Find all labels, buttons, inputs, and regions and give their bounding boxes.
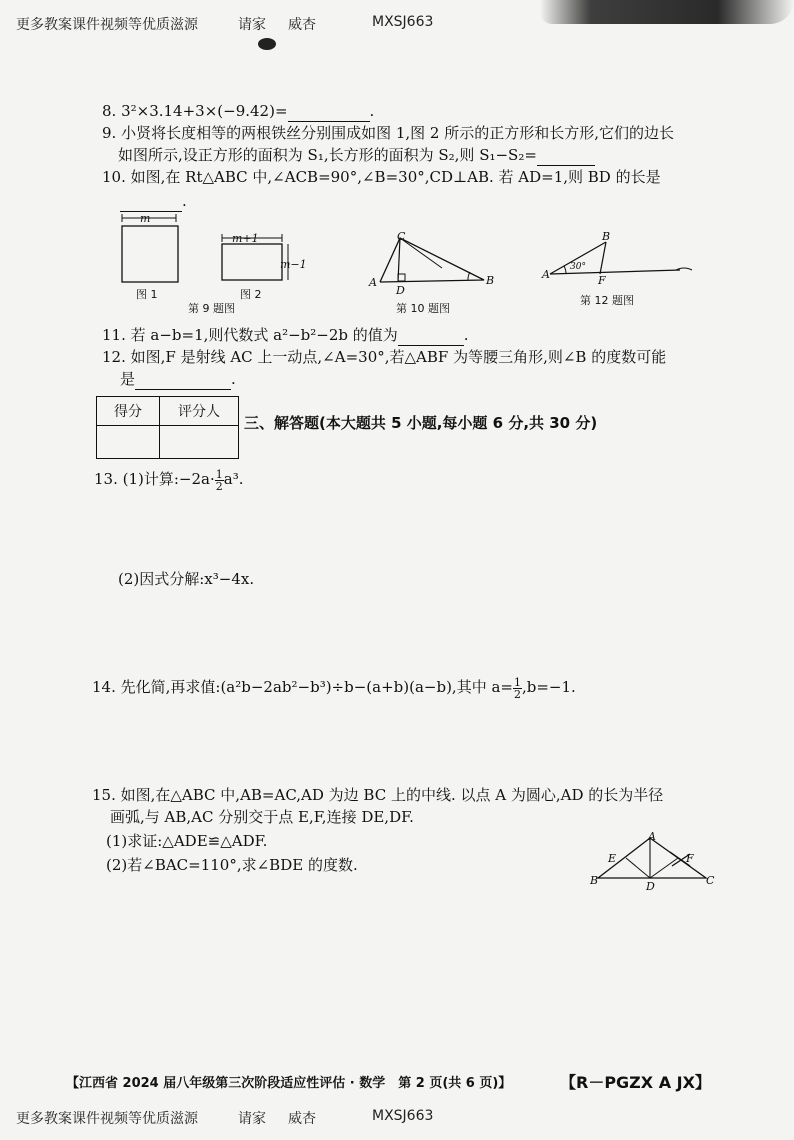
question-9-line2: 如图所示,设正方形的面积为 S₁,长方形的面积为 S₂,则 S₁−S₂= (118, 144, 595, 166)
fig12-label-a: A (542, 268, 550, 281)
question-12-line1: 12. 如图,F 是射线 AC 上一动点,∠A=30°,若△ABF 为等腰三角形,则∠B 的度数可能 (102, 348, 667, 366)
fig12-label-f: F (598, 274, 606, 287)
footer-promo: 更多教案课件视频等优质滋源 (16, 1111, 198, 1127)
fig15-label-b: B (590, 874, 599, 887)
footer-code: MXSJ663 (372, 1108, 434, 1124)
footer-name: 威杏 (288, 1111, 316, 1127)
question-15-line1: 15. 如图,在△ABC 中,AB=AC,AD 为边 BC 上的中线. 以点 A 为圆心,AD 的长为半径 (92, 786, 664, 804)
fig15-label-d: D (646, 880, 655, 893)
section-3-heading: 三、解答题(本大题共 5 小题,每小题 6 分,共 30 分) (244, 414, 598, 432)
score-cell[interactable] (97, 426, 160, 459)
q9-caption: 第 9 题图 (188, 302, 235, 315)
question-8: 8. 3²×3.14+3×(−9.42)= . (102, 102, 375, 120)
question-13-part1: 13. (1)计算:−2a· $\frac{1}{2}$ a³. (94, 467, 244, 493)
question-13-part2: (2)因式分解:x³−4x. (118, 570, 255, 588)
question-14: 14. 先化简,再求值:(a²b−2ab²−b³)÷b−(a+b)(a−b),其中 a= $\frac{1}{2}$ ,b=−1. (92, 675, 576, 701)
fig15-label-f: F (686, 852, 694, 865)
fraction-half: $\frac{1}{2}$ (215, 467, 223, 493)
fig1-caption: 图 1 (136, 288, 158, 301)
question-15-line2: 画弧,与 AB,AC 分别交于点 E,F,连接 DE,DF. (110, 808, 414, 826)
score-header: 得分 (97, 397, 160, 426)
question-15-part1: (1)求证:△ADE≌△ADF. (106, 832, 268, 850)
fraction-half: $\frac{1}{2}$ (513, 675, 521, 701)
header-name: 威杏 (288, 17, 316, 33)
answer-blank-12[interactable] (135, 389, 231, 390)
footer-paper-code: 【R－PGZX A JX】 (560, 1073, 711, 1092)
fig15-label-e: E (608, 852, 617, 865)
grader-header: 评分人 (160, 397, 239, 426)
fig10-label-a: A (369, 276, 377, 289)
question-12-line2: 是 . (120, 370, 236, 388)
fig10-label-d: D (396, 284, 405, 297)
scan-mark (258, 38, 276, 50)
fig10-label-b: B (486, 274, 495, 287)
footer-contact: 请家 (238, 1111, 266, 1127)
question-10-line1: 10. 如图,在 Rt△ABC 中,∠ACB=90°,∠B=30°,CD⊥AB. 若 AD=1,则 BD 的长是 (102, 168, 661, 186)
fig2-m-minus-1-label: m−1 (280, 258, 307, 271)
fig2-caption: 图 2 (240, 288, 262, 301)
q12-caption: 第 12 题图 (580, 294, 634, 307)
grader-cell[interactable] (160, 426, 239, 459)
question-15-part2: (2)若∠BAC=110°,求∠BDE 的度数. (106, 856, 358, 874)
figure-10-triangle (380, 238, 484, 282)
scan-smudge (540, 0, 794, 24)
header-contact: 请家 (238, 17, 266, 33)
fig15-label-a: A (648, 830, 656, 843)
fig15-label-c: C (706, 874, 715, 887)
figure-15-triangle (586, 830, 726, 894)
fig12-label-b: B (602, 230, 611, 243)
score-table (96, 396, 239, 459)
question-10-line2: . (120, 190, 187, 212)
fig10-label-c: C (397, 230, 406, 243)
q10-caption: 第 10 题图 (396, 302, 450, 315)
footer-exam-info: 【江西省 2024 届八年级第三次阶段适应性评估 · 数学 第 2 页(共 6 页)】 (66, 1076, 512, 1091)
fig1-m-label: m (140, 212, 151, 225)
question-9-line1: 9. 小贤将长度相等的两根铁丝分别围成如图 1,图 2 所示的正方形和长方形,它们的边长 (102, 124, 675, 142)
header-code: MXSJ663 (372, 14, 434, 30)
fig2-m-plus-1-label: m+1 (232, 232, 259, 245)
question-11: 11. 若 a−b=1,则代数式 a²−b²−2b 的值为 . (102, 326, 469, 344)
header-promo: 更多教案课件视频等优质滋源 (16, 17, 198, 33)
fig12-angle-30: 30° (570, 262, 586, 272)
